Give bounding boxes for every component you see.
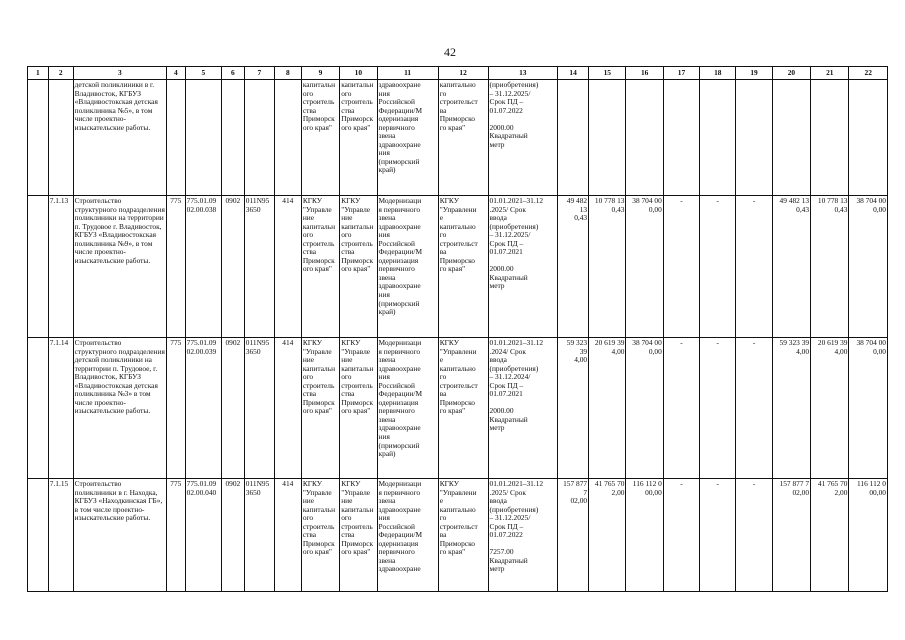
- table-row: [28, 80, 888, 196]
- table-cell: 0902: [221, 196, 244, 338]
- table-cell: 116 112 0 00,00: [626, 479, 663, 592]
- table-cell: Строительство поликлиники в г. Находка, КГБУЗ «Находкинская ГБ», в том числе проектно-изыскательские работы.: [73, 479, 166, 592]
- table-cell: КГКУ "Управле ние капитальн ого строитель ства Приморск ого края": [340, 479, 377, 592]
- table-cell: -: [700, 479, 736, 592]
- table-cell: -: [663, 196, 699, 338]
- table-cell: [166, 80, 185, 196]
- document-table: [27, 66, 888, 592]
- header-cell: 2: [48, 67, 73, 80]
- table-cell: 157 877 7 02,00: [558, 479, 589, 592]
- table-header-row: [28, 67, 888, 80]
- header-cell: 6: [221, 67, 244, 80]
- table-cell: -: [700, 338, 736, 479]
- table-cell: 38 704 00 0,00: [849, 196, 888, 338]
- table-cell: Строительство структурного подразделения детской поликлиники на территории п. Трудовое, г. Владивосток, КГБУЗ «Владивостокская детская поликлиника №3» в том числе проектно-изыскательские работы.: [73, 338, 166, 479]
- header-cell: 1: [28, 67, 49, 80]
- table-cell: 011N95 3650: [244, 338, 274, 479]
- header-cell: 11: [377, 67, 438, 80]
- table-cell: 59 323 39 4,00: [558, 338, 589, 479]
- table-row: [28, 196, 888, 338]
- table-cell: [626, 80, 663, 196]
- table-cell: здравоохране ния Российской Федерации/М одернизация первичного звена здравоохране ния (приморский край): [377, 80, 438, 196]
- table-cell: -: [736, 196, 772, 338]
- table-cell: 011N95 3650: [244, 196, 274, 338]
- table-cell: 38 704 00 0,00: [626, 196, 663, 338]
- page-number: 42: [444, 45, 456, 59]
- header-cell: 12: [438, 67, 488, 80]
- table-cell: 38 704 00 0,00: [626, 338, 663, 479]
- table-cell: капитальн ого строитель ства Приморск ого края": [301, 80, 339, 196]
- header-cell: 3: [73, 67, 166, 80]
- header-cell: 14: [558, 67, 589, 80]
- header-cell: 22: [849, 67, 888, 80]
- table-cell: [185, 80, 221, 196]
- table-cell: КГКУ "Управлени е капитально го строительст ва Приморско го края": [438, 479, 488, 592]
- table-cell: 0902: [221, 479, 244, 592]
- header-cell: 5: [185, 67, 221, 80]
- table-cell: КГКУ "Управлени е капитально го строительст ва Приморско го края": [438, 196, 488, 338]
- header-cell: 10: [340, 67, 377, 80]
- table-cell: (приобретения) – 31.12.2025/ Срок ПД – 01.07.2022 2000.00 Квадратный метр: [488, 80, 558, 196]
- table-cell: 011N95 3650: [244, 479, 274, 592]
- table-cell: Модернизаци я первичного звена здравоохране ния Российской Федерации/М одернизация первичного звена здравоохране ния (приморский край): [377, 196, 438, 338]
- table-cell: 59 323 39 4,00: [772, 338, 810, 479]
- table-cell: [811, 80, 849, 196]
- table-cell: [221, 80, 244, 196]
- table-cell: 01.01.2021–31.12 .2025/ Срок ввода (приобретения) – 31.12.2025/ Срок ПД – 01.07.2021 2000.00 Квадратный метр: [488, 196, 558, 338]
- table-cell: 49 482 13 0,43: [772, 196, 810, 338]
- table-cell: -: [700, 196, 736, 338]
- table-cell: капитальн ого строитель ства Приморск ого края": [340, 80, 377, 196]
- header-cell: 18: [700, 67, 736, 80]
- table-cell: Модернизаци я первичного звена здравоохране ния Российской Федерации/М одернизация первичного звена здравоохране: [377, 479, 438, 592]
- table-cell: КГКУ "Управле ние капитальн ого строитель ства Приморск ого края": [301, 196, 339, 338]
- table-cell: [589, 80, 626, 196]
- table-cell: 41 765 70 2,00: [811, 479, 849, 592]
- table-cell: КГКУ "Управле ние капитальн ого строитель ства Приморск ого края": [340, 338, 377, 479]
- table-cell: [28, 196, 49, 338]
- header-cell: 21: [811, 67, 849, 80]
- table-cell: 41 765 70 2,00: [589, 479, 626, 592]
- header-cell: 16: [626, 67, 663, 80]
- table-cell: КГКУ "Управле ние капитальн ого строитель ства Приморск ого края": [340, 196, 377, 338]
- table-cell: [28, 338, 49, 479]
- table-cell: 20 619 39 4,00: [811, 338, 849, 479]
- table-cell: 01.01.2021–31.12 .2024/ Срок ввода (приобретения) – 31.12.2024/ Срок ПД – 01.07.2021 2000.00 Квадратный метр: [488, 338, 558, 479]
- table-cell: 7.1.13: [48, 196, 73, 338]
- table-cell: 20 619 39 4,00: [589, 338, 626, 479]
- header-cell: 7: [244, 67, 274, 80]
- table-cell: [700, 80, 736, 196]
- table-cell: КГКУ "Управле ние капитальн ого строитель ства Приморск ого края": [301, 479, 339, 592]
- table-cell: 49 482 13 0,43: [558, 196, 589, 338]
- header-cell: 4: [166, 67, 185, 80]
- table-cell: 414: [274, 479, 301, 592]
- table-cell: Модернизаци я первичного звена здравоохране ния Российской Федерации/М одернизация первичного звена здравоохране ния (приморский край): [377, 338, 438, 479]
- table-cell: 775.01.09 02.00.038: [185, 196, 221, 338]
- header-cell: 20: [772, 67, 810, 80]
- table-cell: капитально го строительст ва Приморско го края": [438, 80, 488, 196]
- header-cell: 17: [663, 67, 699, 80]
- header-cell: 19: [736, 67, 772, 80]
- table-row: [28, 338, 888, 479]
- table-cell: детской поликлиники в г. Владивосток, КГБУЗ «Владивостокская детская поликлиника №5», в том числе проектно-изыскательские работы.: [73, 80, 166, 196]
- table-cell: -: [736, 479, 772, 592]
- table-cell: 775.01.09 02.00.039: [185, 338, 221, 479]
- table-row: [28, 479, 888, 592]
- table-cell: [663, 80, 699, 196]
- table-cell: 414: [274, 196, 301, 338]
- table-cell: 775.01.09 02.00.040: [185, 479, 221, 592]
- table-cell: [28, 80, 49, 196]
- table-cell: 0902: [221, 338, 244, 479]
- table-cell: [244, 80, 274, 196]
- table-cell: 38 704 00 0,00: [849, 338, 888, 479]
- table-cell: [772, 80, 810, 196]
- table-cell: Строительство структурного подразделения поликлиники на территории п. Трудовое г. Владивосток, КГБУЗ «Владивостокская поликлиника №9», в том числе проектно-изыскательские работы.: [73, 196, 166, 338]
- table-cell: 414: [274, 338, 301, 479]
- header-cell: 13: [488, 67, 558, 80]
- table-cell: 01.01.2021–31.12 .2025/ Срок ввода (приобретения) – 31.12.2025/ Срок ПД – 01.07.2022 7257.00 Квадратный метр: [488, 479, 558, 592]
- table-cell: 775: [166, 196, 185, 338]
- table-cell: 775: [166, 338, 185, 479]
- header-cell: 15: [589, 67, 626, 80]
- table-cell: [736, 80, 772, 196]
- table-cell: [48, 80, 73, 196]
- table-cell: 10 778 13 0,43: [811, 196, 849, 338]
- header-cell: 9: [301, 67, 339, 80]
- table-cell: [28, 479, 49, 592]
- table-cell: -: [663, 479, 699, 592]
- table-cell: 7.1.14: [48, 338, 73, 479]
- table-cell: [849, 80, 888, 196]
- table-cell: 157 877 7 02,00: [772, 479, 810, 592]
- table-cell: 116 112 0 00,00: [849, 479, 888, 592]
- table-cell: 775: [166, 479, 185, 592]
- table-cell: 10 778 13 0,43: [589, 196, 626, 338]
- table-cell: -: [736, 338, 772, 479]
- table-cell: [558, 80, 589, 196]
- header-cell: 8: [274, 67, 301, 80]
- table-cell: КГКУ "Управлени е капитально го строительст ва Приморско го края": [438, 338, 488, 479]
- table-cell: [274, 80, 301, 196]
- table-cell: КГКУ "Управле ние капитальн ого строитель ства Приморск ого края": [301, 338, 339, 479]
- table-cell: -: [663, 338, 699, 479]
- table-cell: 7.1.15: [48, 479, 73, 592]
